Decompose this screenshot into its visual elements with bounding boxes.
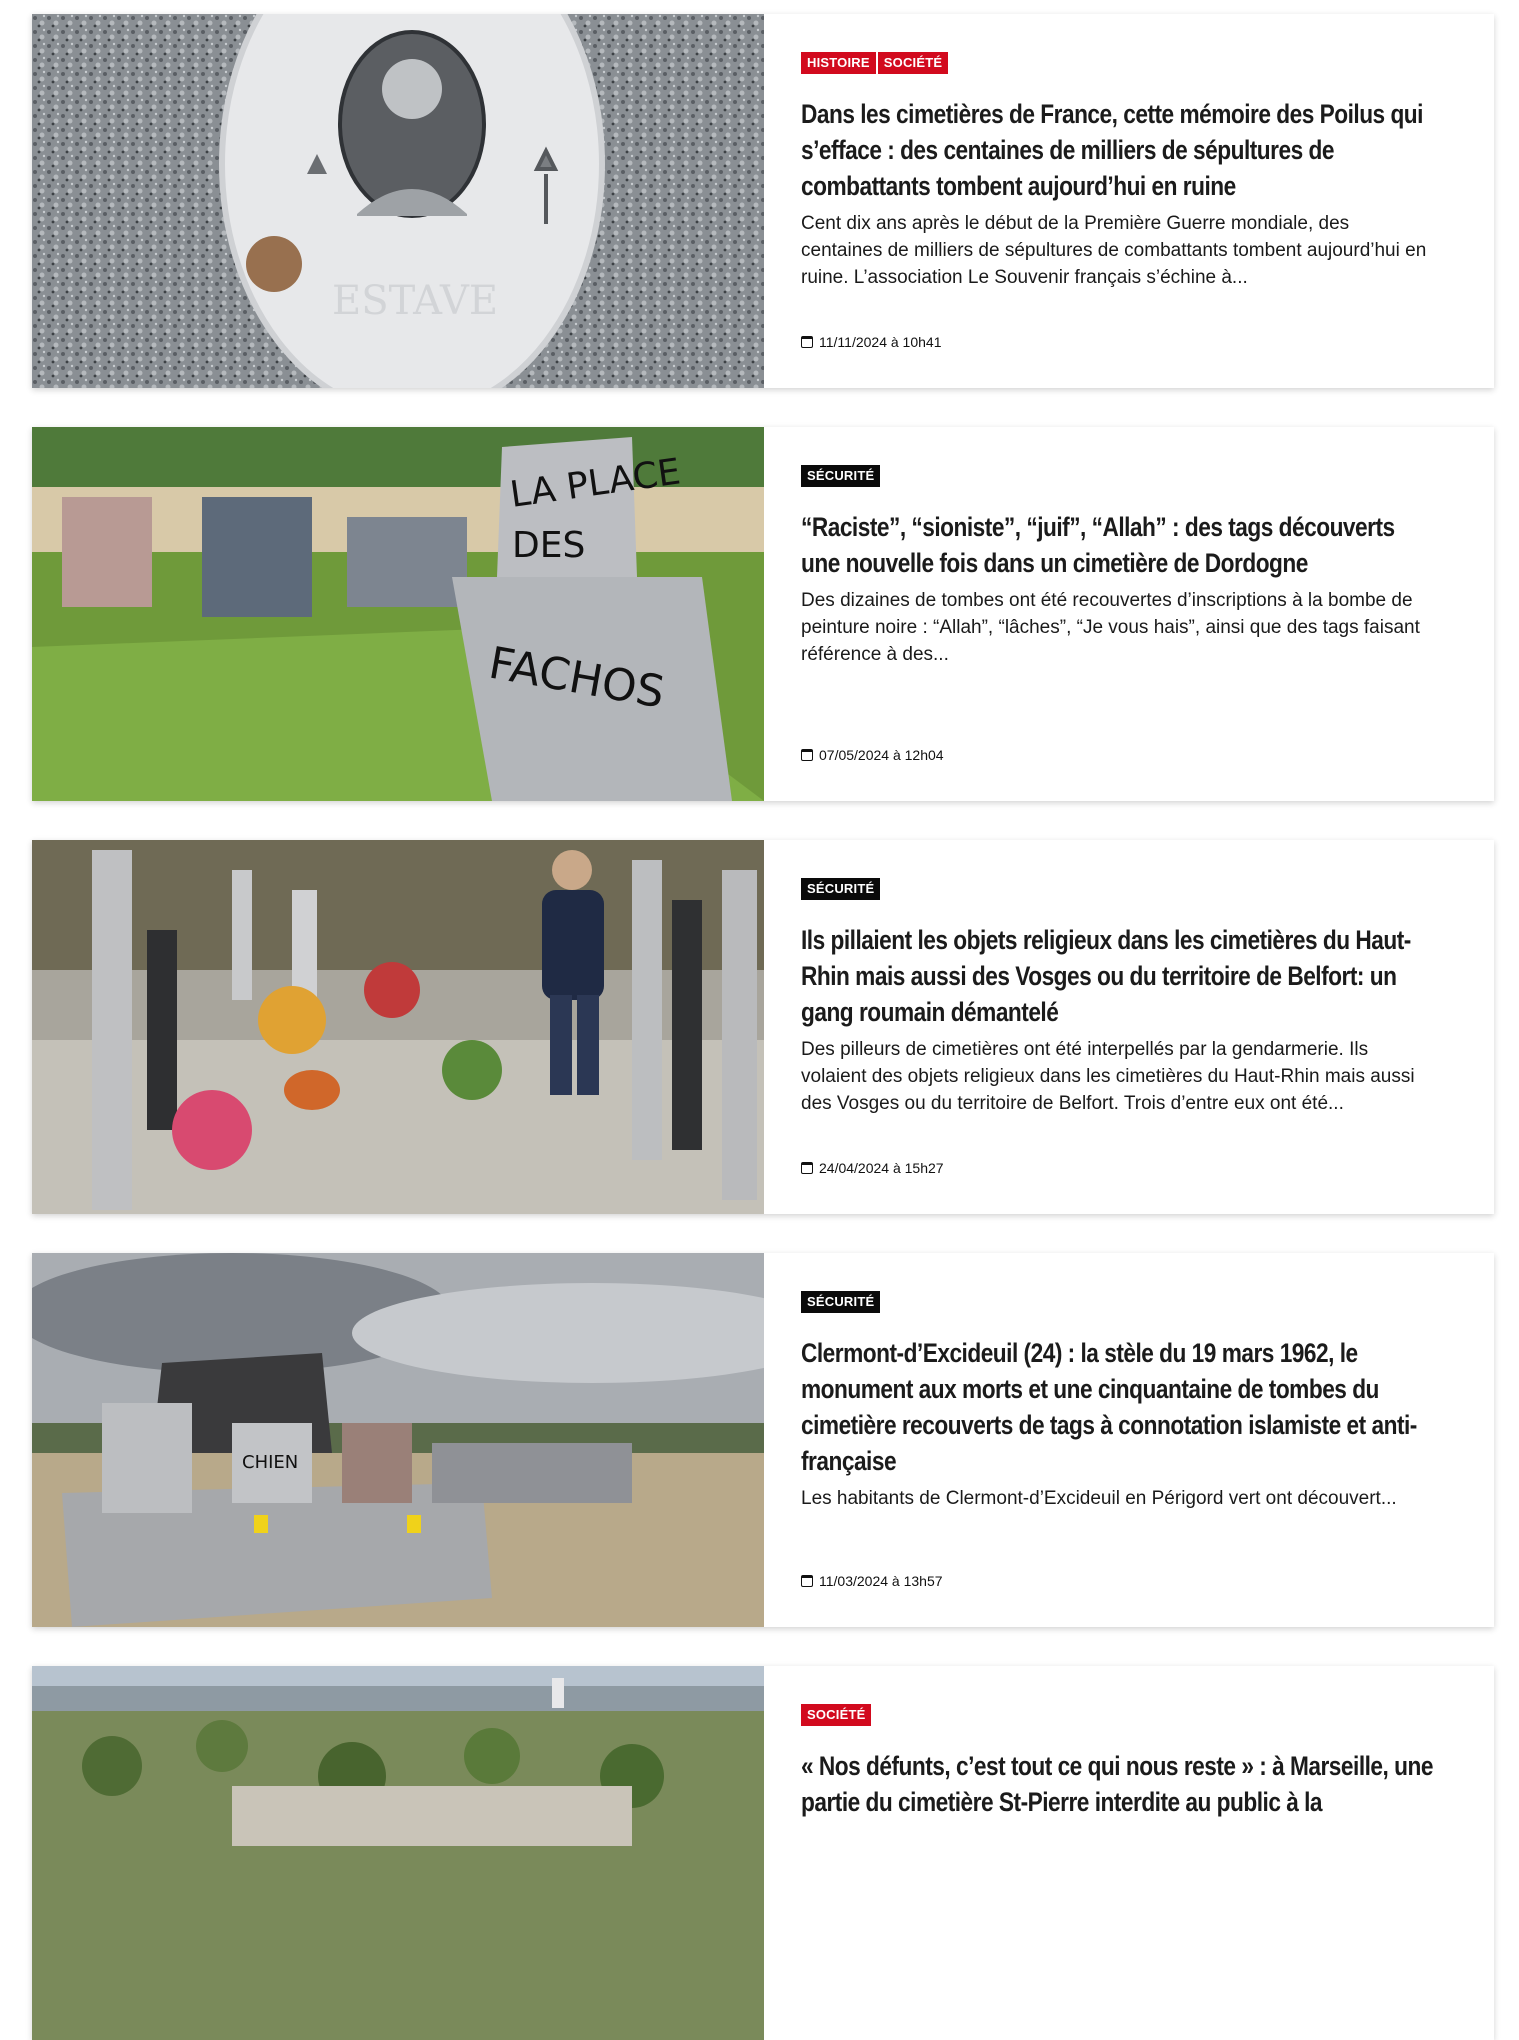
tag-histoire[interactable]: HISTOIRE bbox=[801, 52, 876, 74]
cemetery-cloudy-image bbox=[32, 1253, 764, 1627]
article-title[interactable]: “Raciste”, “sioniste”, “juif”, “Allah” : des tags découverts une nouvelle fois dans un cimetière de Dordogne bbox=[801, 512, 1395, 578]
article-excerpt: Les habitants de Clermont-d’Excideuil en Périgord vert ont découvert... bbox=[801, 1488, 1397, 1509]
article-tags bbox=[801, 1291, 1434, 1313]
svg-text:ESTAVE: ESTAVE bbox=[332, 278, 499, 324]
vandalized-tombs-image bbox=[32, 427, 764, 801]
article-thumbnail[interactable] bbox=[32, 427, 764, 801]
article-date bbox=[801, 1573, 943, 1589]
article-tags bbox=[801, 465, 1434, 487]
tag-securite[interactable]: SÉCURITÉ bbox=[801, 465, 880, 487]
svg-text:LA PLACE: LA PLACE bbox=[507, 451, 684, 516]
article-excerpt: Des dizaines de tombes ont été recouvertes d’inscriptions à la bombe de peinture noire : “Allah”, “lâches”, “Je vous hais”, ainsi que des tags faisant référence à des... bbox=[801, 590, 1420, 665]
article-tags bbox=[801, 52, 1434, 74]
grave-plaque-image bbox=[32, 14, 764, 388]
article-title[interactable]: Ils pillaient les objets religieux dans les cimetières du Haut-Rhin mais aussi des Vosges ou du territoire de Belfort: un gang roumain démantelé bbox=[801, 925, 1411, 1027]
tag-societe[interactable]: SOCIÉTÉ bbox=[878, 52, 948, 74]
tag-societe[interactable]: SOCIÉTÉ bbox=[801, 1704, 871, 1726]
svg-text:DES: DES bbox=[512, 525, 586, 566]
article-card[interactable] bbox=[32, 14, 1494, 388]
article-card[interactable] bbox=[32, 427, 1494, 801]
article-date-text: 07/05/2024 à 12h04 bbox=[819, 747, 944, 763]
tag-securite[interactable]: SÉCURITÉ bbox=[801, 1291, 880, 1313]
marseille-cemetery-image bbox=[32, 1666, 764, 2040]
article-thumbnail[interactable] bbox=[32, 14, 764, 388]
article-title[interactable]: Clermont-d’Excideuil (24) : la stèle du 19 mars 1962, le monument aux morts et une cinquantaine de tombes du cimetière recouverts de tags à connotation islamiste et anti-française bbox=[801, 1338, 1417, 1476]
article-thumbnail[interactable] bbox=[32, 840, 764, 1214]
article-date bbox=[801, 747, 944, 763]
article-excerpt: Des pilleurs de cimetières ont été interpellés par la gendarmerie. Ils volaient des objets religieux dans les cimetières du Haut-Rhin mais aussi des Vosges ou du territoire de Belfort. Trois d’entre eux ont été... bbox=[801, 1039, 1415, 1114]
article-date-text: 11/11/2024 à 10h41 bbox=[819, 334, 942, 350]
gendarme-cemetery-image bbox=[32, 840, 764, 1214]
calendar-icon bbox=[801, 336, 813, 348]
article-excerpt: Cent dix ans après le début de la Première Guerre mondiale, des centaines de milliers de sépultures de combattants tombent aujourd’hui en ruine. L’association Le Souvenir français s’échine à... bbox=[801, 213, 1427, 288]
article-card[interactable] bbox=[32, 840, 1494, 1214]
article-tags bbox=[801, 1704, 1434, 1726]
article-thumbnail[interactable] bbox=[32, 1253, 764, 1627]
article-tags bbox=[801, 878, 1434, 900]
svg-text:FACHOS: FACHOS bbox=[485, 637, 669, 719]
calendar-icon bbox=[801, 1162, 813, 1174]
calendar-icon bbox=[801, 749, 813, 761]
article-date-text: 11/03/2024 à 13h57 bbox=[819, 1573, 943, 1589]
article-card[interactable] bbox=[32, 1253, 1494, 1627]
article-card[interactable] bbox=[32, 1666, 1494, 2040]
article-date bbox=[801, 1160, 944, 1176]
article-thumbnail[interactable] bbox=[32, 1666, 764, 2040]
tag-securite[interactable]: SÉCURITÉ bbox=[801, 878, 880, 900]
article-title[interactable]: « Nos défunts, c’est tout ce qui nous reste » : à Marseille, une partie du cimetière St-Pierre interdite au public à la bbox=[801, 1751, 1433, 1817]
article-date-text: 24/04/2024 à 15h27 bbox=[819, 1160, 944, 1176]
svg-text:CHIEN: CHIEN bbox=[242, 1452, 299, 1473]
article-title[interactable]: Dans les cimetières de France, cette mémoire des Poilus qui s’efface : des centaines de milliers de sépultures de combattants tombent aujourd’hui en ruine bbox=[801, 99, 1423, 201]
article-date bbox=[801, 334, 942, 350]
calendar-icon bbox=[801, 1575, 813, 1587]
